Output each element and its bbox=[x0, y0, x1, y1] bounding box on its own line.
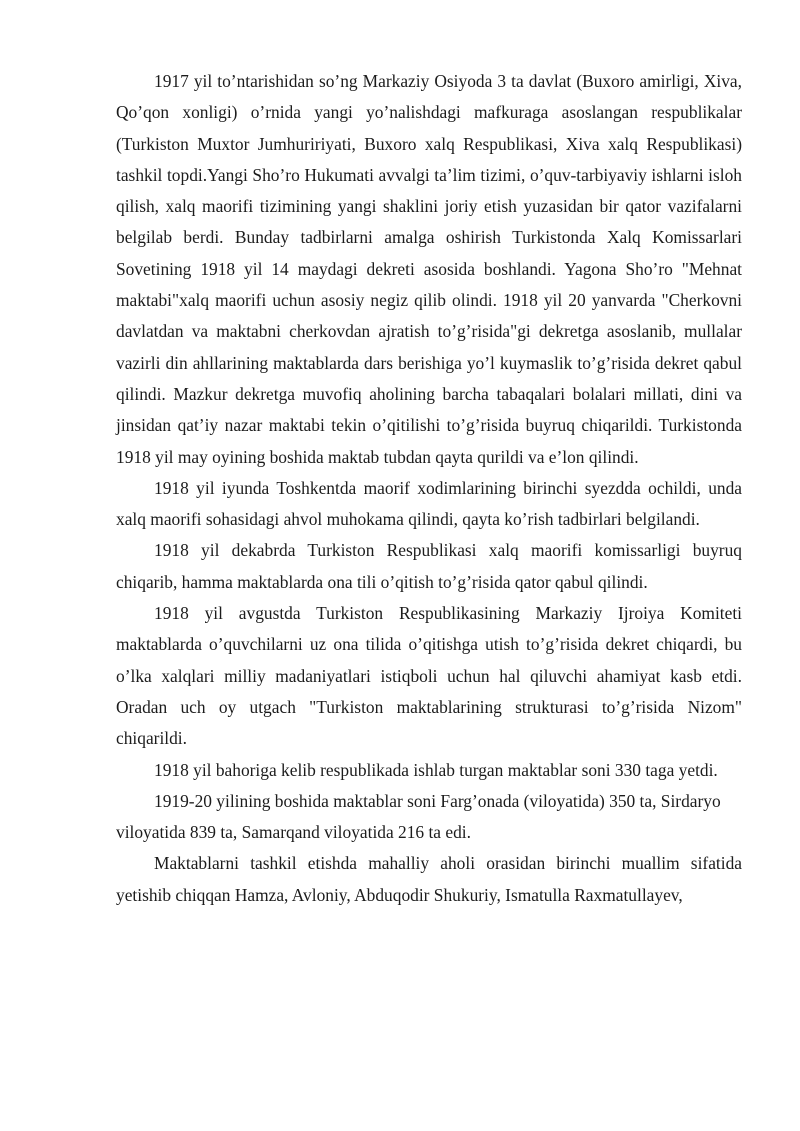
paragraph-native-language-order: 1918 yil dekabrda Turkiston Respublikasi xalq maorifi komissarligi buyruq chiqarib, hamma maktablarda ona tili o’qitish to’g’risida qator qabul qilindi. bbox=[116, 540, 742, 592]
paragraph-school-count-1919: 1919-20 yilining boshida maktablar soni Farg’onada (viloyatida) 350 ta, Sirdaryo viloyatida 839 ta, Samarqand viloyatida 216 ta edi. bbox=[116, 790, 721, 843]
paragraph-1917-revolution: 1917 yil to’ntarishidan so’ng Markaziy Osiyoda 3 ta davlat (Buxoro amirligi, Xiva, Qo’qon xonligi) o’rnida yangi yo’nalishdagi mafkuraga asoslangan respublikalar (Turkiston Muxtor Jumhuririyati, Buxoro xalq Respublikasi, Xiva xalq Respublikasi) tashkil topdi.Yangi Sho’ro Hukumati avvalgi ta’lim tizimi, o’quv-tarbiyaviy ishlarni isloh qilish, xalq maorifi tizimining yangi shaklini joriy etish yuzasidan bir qator vazifalarni belgilab berdi. Bunday tadbirlarni amalga oshirish Turkistonda Xalq Komissarlari Sovetining 1918 yil 14 maydagi dekreti asosida boshlandi. Yagona Sho’ro "Mehnat maktabi"xalq maorifi uchun asosiy negiz qilib olindi. 1918 yil 20 yanvarda "Cherkovni davlatdan va maktabni cherkovdan ajratish to’g’risida"gi dekretga asoslanib, mullalar vazirli din ahllarining maktablarda dars berishiga yo’l kuymaslik to’g’risida dekret qabul qilindi. Mazkur dekretga muvofiq aholining barcha tabaqalari bolalari millati, dini va jinsidan qat’iy nazar maktabi tekin o’qitilishi to’g’risida buyruq chiqarildi. Turkistonda 1918 yil may oyining boshida maktab tubdan qayta qurildi va e’lon qilindi. bbox=[116, 71, 742, 467]
paragraph-school-count-1918: 1918 yil bahoriga kelib respublikada ishlab turgan maktablar soni 330 taga yetdi. bbox=[154, 759, 718, 780]
paragraph-august-decree: 1918 yil avgustda Turkiston Respublikasining Markaziy Ijroiya Komiteti maktablarda o’quvchilarni uz ona tilida o’qitishga utish to’g’risida dekret chiqardi, bu o’lka xalqlari milliy madaniyatlari istiqboli uchun hal qiluvchi ahamiyat kasb etdi. Oradan uch oy utgach "Turkiston maktablarining strukturasi to’g’risida Nizom" chiqarildi. bbox=[116, 603, 742, 749]
paragraph-first-teachers: Maktablarni tashkil etishda mahalliy aholi orasidan birinchi muallim sifatida yetishib chiqqan Hamza, Avloniy, Abduqodir Shukuriy, Ismatulla Raxmatullayev, bbox=[116, 853, 742, 905]
document-body bbox=[116, 66, 742, 911]
paragraph-teachers-congress: 1918 yil iyunda Toshkentda maorif xodimlarining birinchi syezdda ochildi, unda xalq maorifi sohasidagi ahvol muhokama qilindi, qayta ko’rish tadbirlari belgilandi. bbox=[116, 477, 742, 530]
